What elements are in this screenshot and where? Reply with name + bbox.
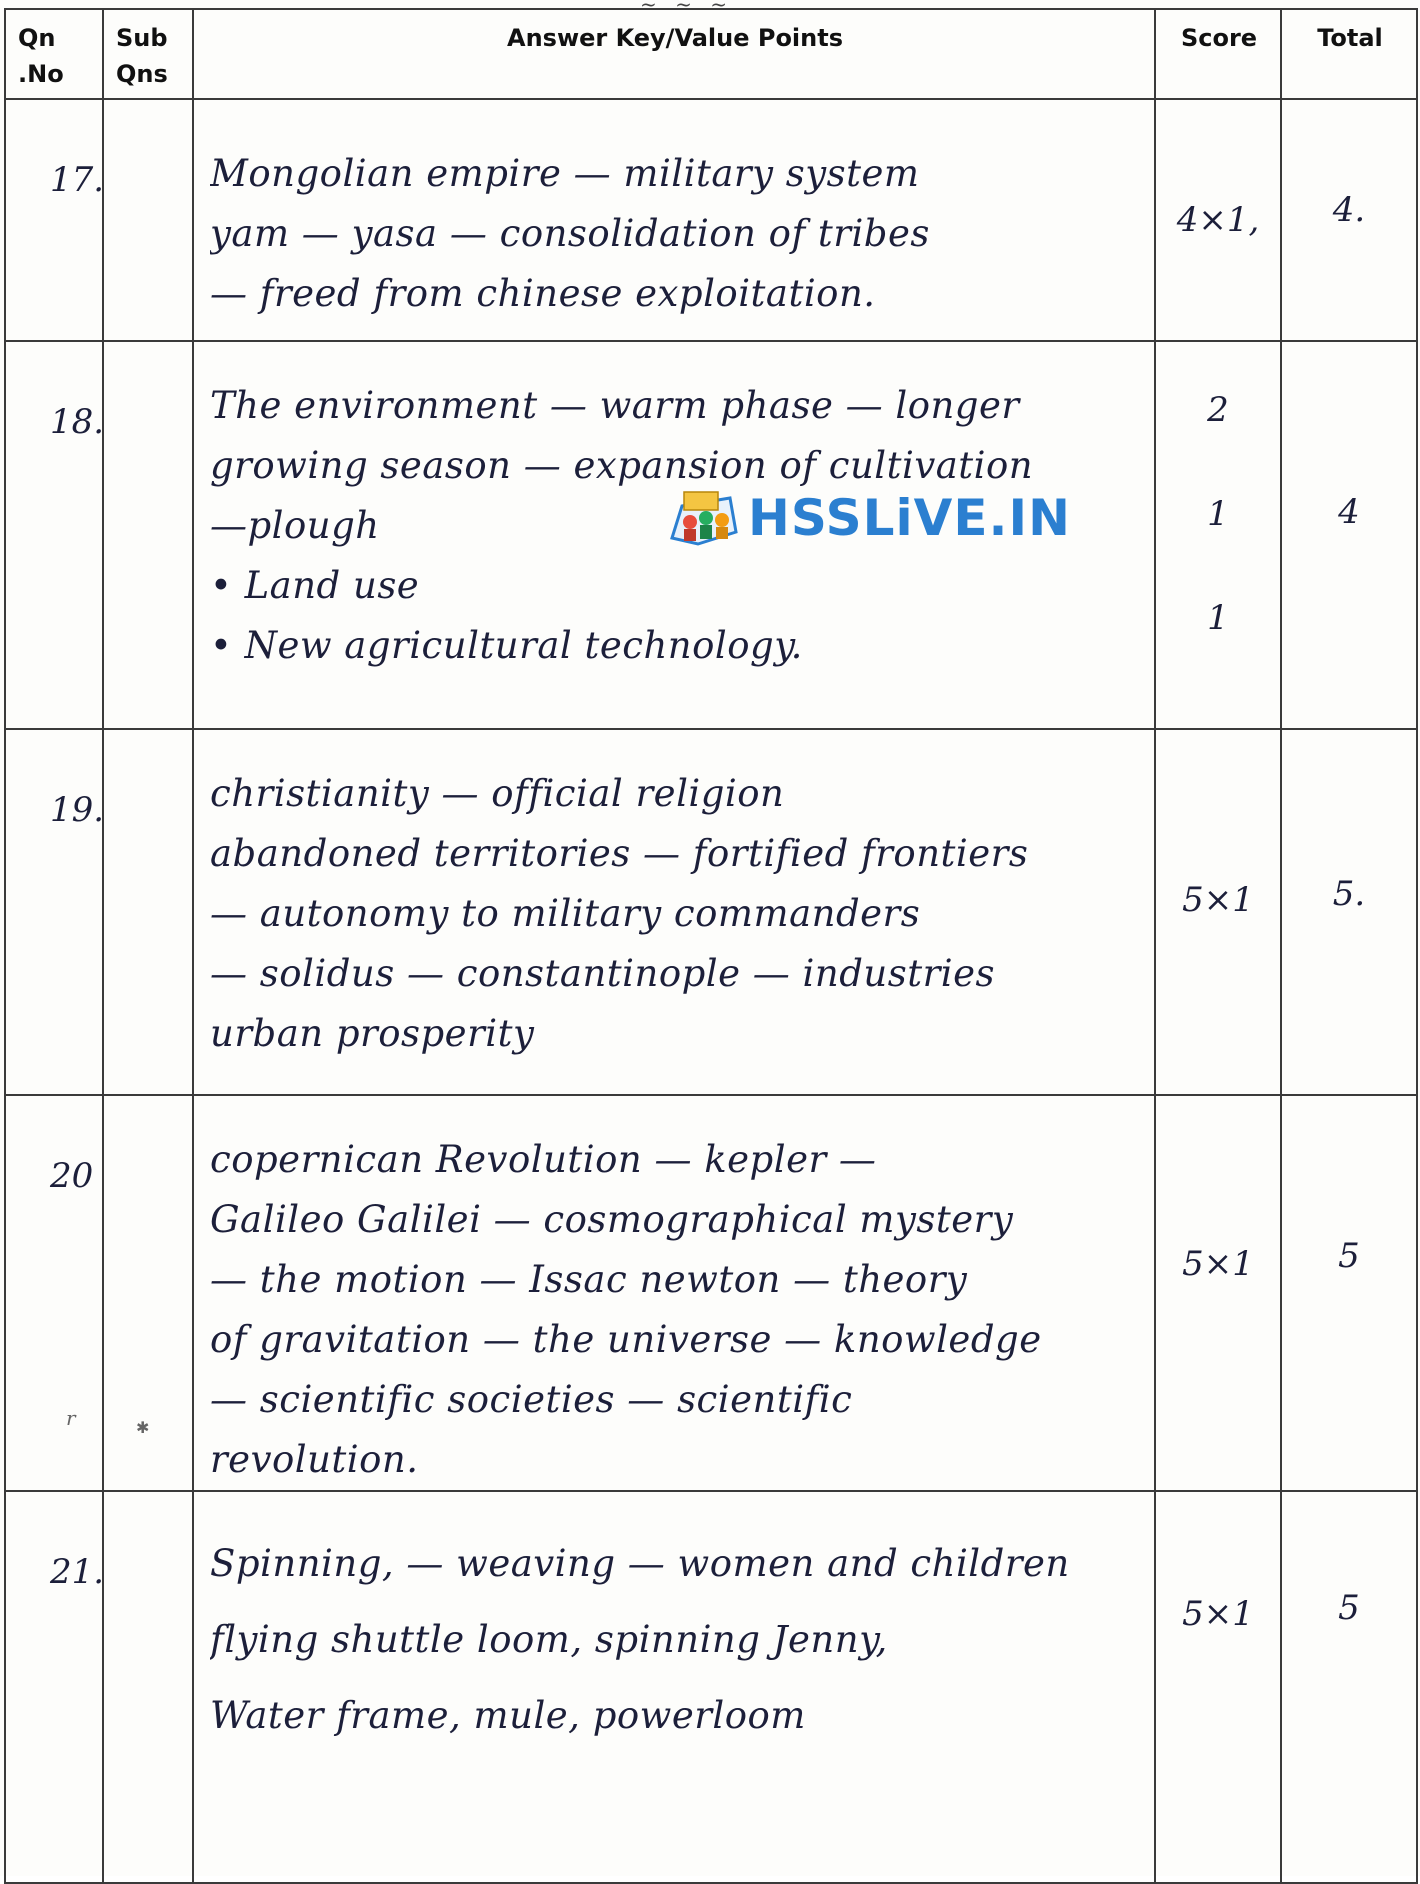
answer-line: — freed from chinese exploitation. <box>210 272 876 315</box>
answer-line: —plough <box>210 504 380 547</box>
answer-key-table <box>4 8 1418 1884</box>
answer-line: Spinning, — weaving — women and children <box>210 1542 1070 1585</box>
question-number <box>5 1095 103 1491</box>
answer-line: christianity — official religion <box>210 772 785 815</box>
answer-line: revolution. <box>210 1438 419 1481</box>
total-cell: 4 <box>1281 341 1417 729</box>
question-number-text: 20 <box>50 1156 94 1196</box>
watermark-text: HSSLiVE.IN <box>748 489 1071 547</box>
table-row <box>5 1491 1417 1883</box>
margin-mark: r <box>66 1406 76 1430</box>
total-cell: 4. <box>1281 99 1417 341</box>
score-part: 2 <box>1207 390 1229 430</box>
answer-cell <box>193 1095 1155 1491</box>
question-number: 19. <box>5 729 103 1095</box>
header-answer-key: Answer Key/Value Points <box>193 9 1155 99</box>
score-cell: 4×1, <box>1155 99 1281 341</box>
score-part: 1 <box>1207 598 1229 638</box>
answer-line: yam — yasa — consolidation of tribes <box>210 212 930 255</box>
answer-line: • Land use <box>210 564 420 607</box>
header-score: Score <box>1155 9 1281 99</box>
answer-line: urban prosperity <box>210 1012 535 1055</box>
question-number: 21. <box>5 1491 103 1883</box>
sub-question-cell <box>103 1491 193 1883</box>
answer-line: — autonomy to military commanders <box>210 892 921 935</box>
watermark-logo-icon <box>668 488 740 548</box>
answer-line: — solidus — constantinople — industries <box>210 952 995 995</box>
question-number: 17. <box>5 99 103 341</box>
answer-line: flying shuttle loom, spinning Jenny, <box>210 1618 888 1661</box>
answer-line: The environment — warm phase — longer <box>210 384 1020 427</box>
answer-line: — the motion — Issac newton — theory <box>210 1258 968 1301</box>
answer-line: — scientific societies — scientific <box>210 1378 853 1421</box>
header-total: Total <box>1281 9 1417 99</box>
table-row <box>5 729 1417 1095</box>
answer-line: • New agricultural technology. <box>210 624 803 667</box>
sub-question-cell <box>103 729 193 1095</box>
top-margin-scribble: ~ ~ ~ <box>640 0 733 16</box>
total-cell: 5 <box>1281 1095 1417 1491</box>
margin-mark: ✱ <box>136 1418 150 1437</box>
watermark <box>668 488 1071 548</box>
score-cell: 5×1 <box>1155 1095 1281 1491</box>
answer-line: growing season — expansion of cultivation <box>210 444 1034 487</box>
score-cell: 5×1 <box>1155 1491 1281 1883</box>
answer-cell <box>193 729 1155 1095</box>
score-cell <box>1155 341 1281 729</box>
answer-line: Water frame, mule, powerloom <box>210 1694 806 1737</box>
sub-question-cell <box>103 99 193 341</box>
header-sub-qns: Sub Qns <box>103 9 193 99</box>
score-part: 1 <box>1207 494 1229 534</box>
answer-line: Galileo Galilei — cosmographical mystery <box>210 1198 1014 1241</box>
answer-line: Mongolian empire — military system <box>210 152 920 195</box>
total-cell: 5. <box>1281 729 1417 1095</box>
total-cell: 5 <box>1281 1491 1417 1883</box>
answer-line: abandoned territories — fortified frontiers <box>210 832 1029 875</box>
sub-question-cell <box>103 341 193 729</box>
watermark-logo-graphic <box>668 488 740 548</box>
sub-question-cell <box>103 1095 193 1491</box>
answer-line: of gravitation — the universe — knowledge <box>210 1318 1042 1361</box>
answer-line: copernican Revolution — kepler — <box>210 1138 877 1181</box>
table-row <box>5 1095 1417 1491</box>
question-number: 18. <box>5 341 103 729</box>
header-qn-no: Qn .No <box>5 9 103 99</box>
answer-cell <box>193 99 1155 341</box>
answer-cell <box>193 1491 1155 1883</box>
score-cell: 5×1 <box>1155 729 1281 1095</box>
table-header-row <box>5 9 1417 99</box>
table-row <box>5 99 1417 341</box>
